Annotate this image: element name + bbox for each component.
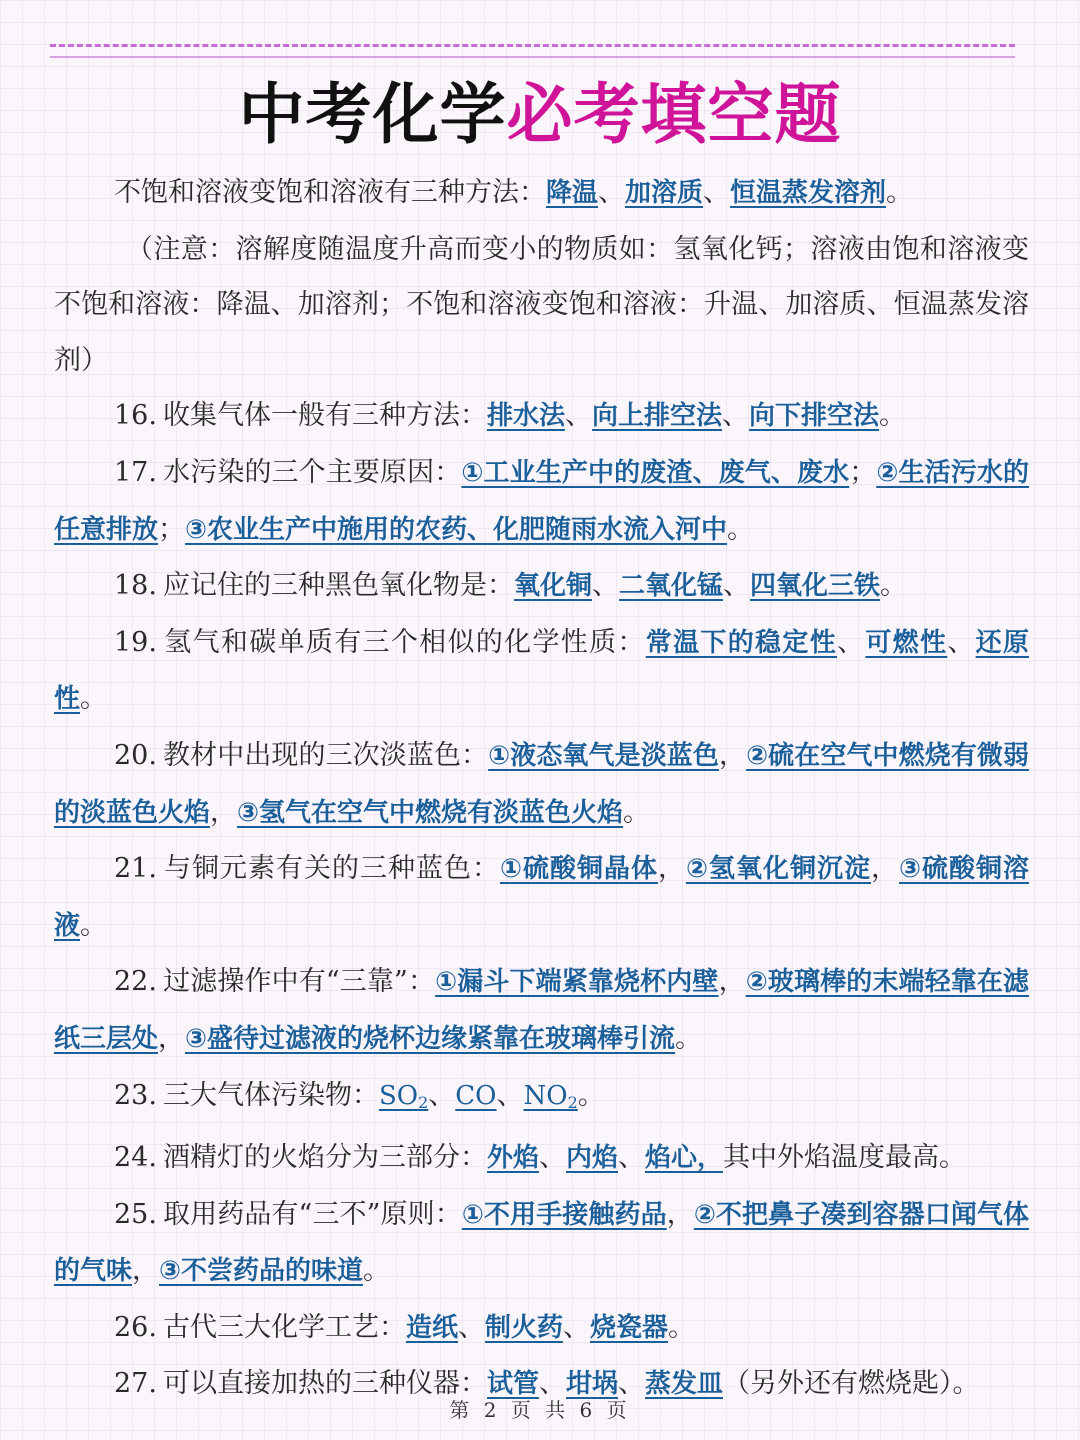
answer: ③氢气在空气中燃烧有淡蓝色火焰	[237, 797, 624, 828]
answer: ②不把鼻子凑到容器口闻气体的气味	[54, 1199, 1030, 1287]
answer: ③不尝药品的味道	[159, 1256, 364, 1287]
item-number: 16.	[114, 400, 157, 432]
top-solid-rule	[50, 56, 1015, 58]
answer: 二氧化锰	[618, 571, 723, 602]
answer: 加溶质	[625, 178, 704, 208]
item-question: 取用药品有“三不”原则：	[162, 1198, 462, 1230]
answer: ①不用手接触药品	[461, 1199, 667, 1230]
answer: 四氧化三铁	[749, 571, 880, 602]
answer: 外焰	[486, 1143, 539, 1174]
answer: ①漏斗下端紧靠烧杯内壁	[435, 967, 719, 998]
answer: 降温	[546, 178, 599, 208]
answer: ③硫酸铜溶液	[54, 854, 1029, 941]
item-22: 22. 过滤操作中有“三靠”：①漏斗下端紧靠烧杯内壁，②玻璃棒的末端轻靠在滤纸三层处，③盛待过滤液的烧杯边缘紧靠在玻璃棒引流。	[54, 966, 1030, 1054]
answer: 制火药	[484, 1312, 563, 1343]
item-number: 27.	[114, 1368, 157, 1400]
answer: $SO_2$	[378, 1080, 429, 1112]
answer: 内焰	[565, 1143, 618, 1174]
answer: 向下排空法	[748, 401, 879, 432]
item-number: 17.	[114, 456, 157, 488]
item-21: 21. 与铜元素有关的三种蓝色：①硫酸铜晶体，②氢氧化铜沉淀，③硫酸铜溶液。	[54, 853, 1029, 941]
answer: 还原性	[54, 627, 1029, 715]
page-title	[0, 70, 1080, 160]
item-17: 17. 水污染的三个主要原因：①工业生产中的废渣、废气、废水；②生活污水的任意排放；③农业生产中施用的农药、化肥随雨水流入河中。	[54, 456, 1030, 545]
answer: CO	[455, 1080, 497, 1111]
answer: ②生活污水的任意排放	[54, 457, 1030, 545]
item-question: 与铜元素有关的三种蓝色：	[162, 853, 500, 885]
answer: 坩埚	[565, 1369, 618, 1400]
item-question: 三大气体污染物：	[162, 1079, 379, 1111]
page-footer: 第 2 页 共 6 页	[449, 1398, 631, 1422]
item-question: 古代三大化学工艺：	[162, 1311, 406, 1343]
item-number: 22.	[114, 966, 157, 998]
item-25: 25. 取用药品有“三不”原则：①不用手接触药品，②不把鼻子凑到容器口闻气体的气味，③不尝药品的味道。	[54, 1198, 1030, 1287]
item-23: 23. 三大气体污染物：$SO_2$、CO、$NO_2$。	[114, 1079, 605, 1112]
title-part1: 中考化学	[238, 76, 507, 153]
answer: ②硫在空气中燃烧有微弱的淡蓝色火焰	[54, 740, 1030, 828]
item-number: 19.	[114, 626, 157, 658]
item-number: 20.	[114, 739, 157, 771]
item-27: 27. 可以直接加热的三种仪器：试管、坩埚、蒸发皿（另外还有燃烧匙）。	[114, 1368, 980, 1400]
intro-note: （注意：溶解度随温度升高而变小的物质如：氢氧化钙；溶液由饱和溶液变不饱和溶液：降温、加溶剂；不饱和溶液变饱和溶液：升温、加溶质、恒温蒸发溶剂）	[54, 233, 1029, 376]
item-tail: 其中外焰温度最高。	[723, 1142, 966, 1174]
item-18: 18. 应记住的三种黑色氧化物是：氧化铜、二氧化锰、四氧化三铁。	[114, 570, 907, 602]
answer: ①工业生产中的废渣、废气、废水	[461, 457, 850, 488]
answer: ①硫酸铜晶体	[499, 854, 658, 885]
item-question: 氢气和碳单质有三个相似的化学性质：	[162, 626, 646, 658]
item-number: 26.	[114, 1311, 157, 1343]
answer: 向上排空法	[591, 401, 722, 432]
item-26: 26. 古代三大化学工艺：造纸、制火药、烧瓷器。	[114, 1311, 695, 1343]
item-16: 16. 收集气体一般有三种方法：排水法、向上排空法、向下排空法。	[114, 400, 906, 432]
content	[54, 165, 1029, 1413]
item-number: 24.	[114, 1142, 157, 1174]
answer: 可燃性	[865, 627, 948, 658]
item-question: 应记住的三种黑色氧化物是：	[162, 570, 514, 602]
item-number: 18.	[114, 570, 157, 602]
subscript: 2	[418, 1092, 429, 1112]
subscript: 2	[567, 1092, 578, 1112]
answer: 恒温蒸发溶剂	[730, 178, 887, 208]
item-question: 收集气体一般有三种方法：	[162, 400, 487, 432]
answer: 氧化铜	[513, 571, 592, 602]
answer: ②氢氧化铜沉淀	[685, 854, 871, 885]
item-question: 教材中出现的三次淡蓝色：	[162, 739, 489, 771]
item-19: 19. 氢气和碳单质有三个相似的化学性质：常温下的稳定性、可燃性、还原性。	[54, 626, 1029, 715]
title-part2: 必考填空题	[506, 76, 842, 153]
answer: ③盛待过滤液的烧杯边缘紧靠在玻璃棒引流	[185, 1023, 676, 1054]
item-tail: （另外还有燃烧匙）。	[723, 1368, 980, 1400]
item-question: 酒精灯的火焰分为三部分：	[162, 1142, 487, 1174]
item-question: 可以直接加热的三种仪器：	[162, 1368, 487, 1400]
item-question: 水污染的三个主要原因：	[162, 456, 462, 488]
item-24: 24. 酒精灯的火焰分为三部分：外焰、内焰、焰心，其中外焰温度最高。	[114, 1142, 966, 1174]
answer: $NO_2$	[523, 1080, 578, 1112]
answer: 造纸	[405, 1312, 458, 1343]
item-number: 21.	[114, 853, 157, 885]
answer: 试管	[486, 1369, 539, 1400]
item-20: 20. 教材中出现的三次淡蓝色：①液态氧气是淡蓝色，②硫在空气中燃烧有微弱的淡蓝色火焰，③氢气在空气中燃烧有淡蓝色火焰。	[54, 739, 1030, 828]
item-number: 23.	[114, 1079, 157, 1111]
intro-line: 不饱和溶液变饱和溶液有三种方法：	[114, 177, 546, 208]
answer: ②玻璃棒的末端轻靠在滤纸三层处	[54, 967, 1030, 1054]
item-question: 过滤操作中有“三靠”：	[162, 966, 436, 998]
intro-paragraph: 不饱和溶液变饱和溶液有三种方法：降温、加溶质、恒温蒸发溶剂。	[114, 177, 914, 208]
answer: 焰心，	[644, 1143, 723, 1174]
top-dashed-rule	[50, 44, 1015, 47]
answer: 排水法	[486, 401, 565, 432]
answer: 蒸发皿	[644, 1369, 723, 1400]
answer: ①液态氧气是淡蓝色	[488, 740, 719, 771]
answer: 常温下的稳定性	[645, 627, 838, 658]
answer: ③农业生产中施用的农药、化肥随雨水流入河中	[185, 514, 728, 545]
answer: 烧瓷器	[589, 1312, 668, 1343]
item-number: 25.	[114, 1198, 157, 1230]
